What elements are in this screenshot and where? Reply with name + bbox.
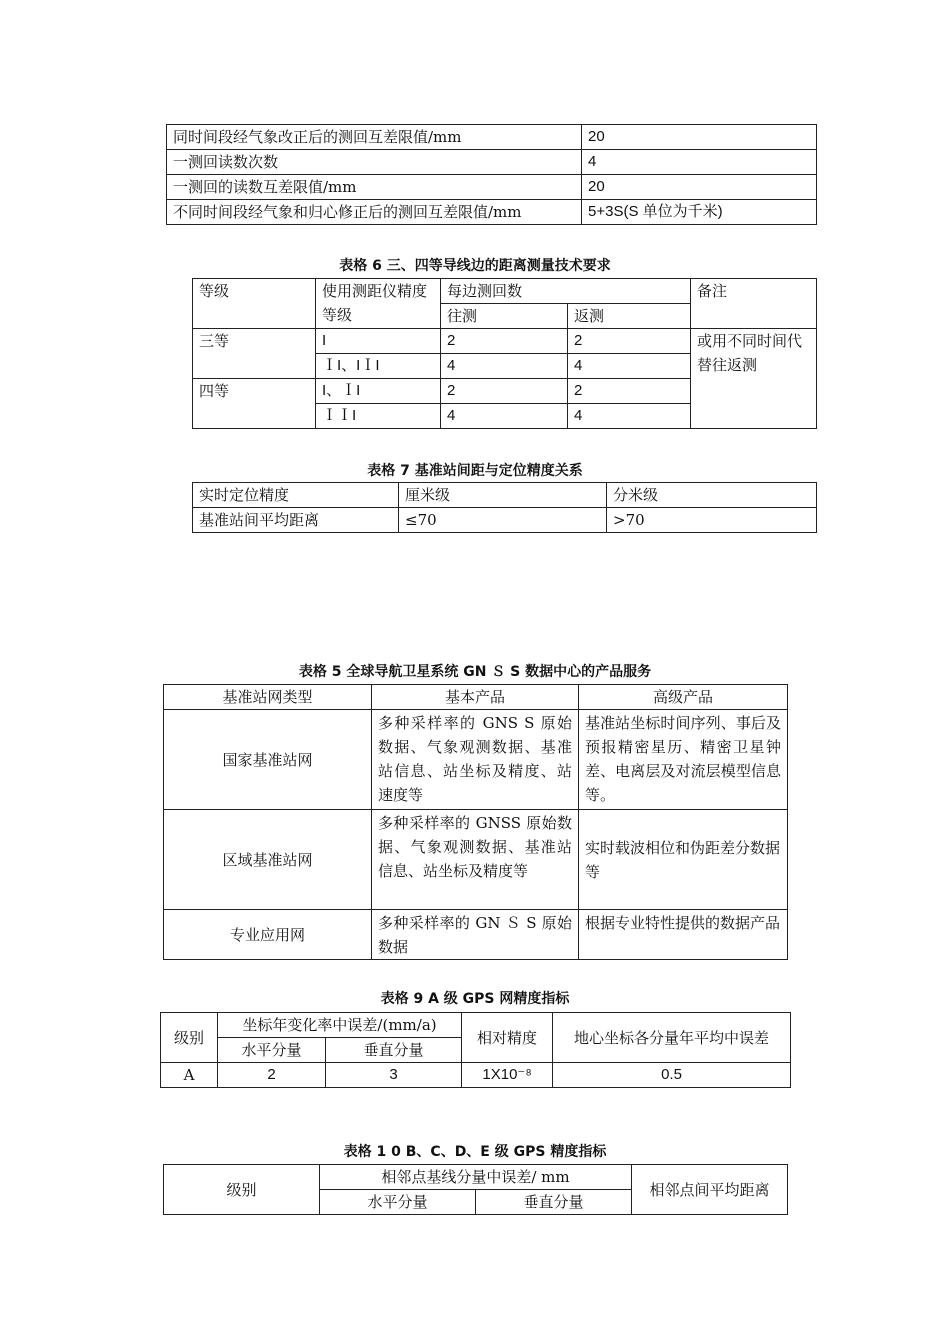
table9-caption: 表格 9 A 级 GPS 网精度指标	[380, 991, 570, 1007]
header-level: 级别	[164, 1165, 320, 1215]
table10	[163, 1164, 788, 1215]
header-note: 备注	[691, 279, 817, 329]
header-rate: 坐标年变化率中误差/(mm/a)	[218, 1013, 462, 1038]
header-baseline: 相邻点基线分量中误差/ mm	[320, 1165, 632, 1190]
forward-cell: 2	[441, 329, 568, 354]
header-dm: 分米级	[607, 483, 817, 508]
row-value: 5+3S(S 单位为千米)	[582, 200, 817, 225]
row-label: 一测回读数次数	[167, 150, 582, 175]
distance-measure-table-top	[166, 124, 817, 225]
grade-cell: 四等	[193, 379, 316, 429]
table7	[192, 482, 817, 533]
vertical-cell: 3	[326, 1063, 462, 1088]
table6	[192, 278, 817, 429]
table-row	[167, 200, 817, 225]
table-row	[164, 710, 788, 810]
grade-cell: 三等	[193, 329, 316, 379]
network-type-cell: 国家基准站网	[164, 710, 372, 810]
relative-cell: 1X10⁻⁸	[462, 1063, 553, 1088]
header-vertical: 垂直分量	[476, 1190, 632, 1215]
cm-value: ≤70	[399, 508, 607, 533]
table9	[160, 1012, 791, 1088]
advanced-product-cell: 基准站坐标时间序列、事后及预报精密星历、精密卫星钟差、电离层及对流层模型信息等。	[579, 710, 788, 810]
table-row	[167, 125, 817, 150]
back-cell: 2	[568, 329, 691, 354]
back-cell: 2	[568, 379, 691, 404]
row-label: 基准站间平均距离	[193, 508, 399, 533]
header-distance: 相邻点间平均距离	[632, 1165, 788, 1215]
row-value: 20	[582, 125, 817, 150]
table-row	[164, 810, 788, 910]
basic-product-cell: 多种采样率的 GN Ｓ S 原始数据	[372, 910, 579, 960]
header-rounds: 每边测回数	[441, 279, 691, 304]
table6-caption: 表格 6 三、四等导线边的距离测量技术要求	[339, 258, 611, 274]
table-row	[161, 1063, 791, 1088]
instrument-cell: I、ＩI	[316, 379, 441, 404]
header-grade: 等级	[193, 279, 316, 329]
table5	[163, 684, 788, 960]
header-basic-product: 基本产品	[372, 685, 579, 710]
table7-caption: 表格 7 基准站间距与定位精度关系	[367, 463, 583, 479]
table-row	[193, 329, 817, 354]
dm-value: >70	[607, 508, 817, 533]
table-row	[167, 150, 817, 175]
header-level: 级别	[161, 1013, 218, 1063]
network-type-cell: 专业应用网	[164, 910, 372, 960]
header-advanced-product: 高级产品	[579, 685, 788, 710]
horizontal-cell: 2	[218, 1063, 326, 1088]
row-value: 4	[582, 150, 817, 175]
network-type-cell: 区域基准站网	[164, 810, 372, 910]
table-row	[164, 910, 788, 960]
table-row	[193, 508, 817, 533]
header-horizontal: 水平分量	[218, 1038, 326, 1063]
header-vertical: 垂直分量	[326, 1038, 462, 1063]
advanced-product-cell: 根据专业特性提供的数据产品	[579, 910, 788, 960]
basic-product-cell: 多种采样率的 GNS S 原始数据、气象观测数据、基准站信息、站坐标及精度、站速度等	[372, 710, 579, 810]
back-cell: 4	[568, 404, 691, 429]
table-header-row	[193, 279, 817, 304]
row-label: 不同时间段经气象和归心修正后的测回互差限值/mm	[167, 200, 582, 225]
header-network-type: 基准站网类型	[164, 685, 372, 710]
level-cell: A	[161, 1063, 218, 1088]
header-geocentric: 地心坐标各分量年平均中误差	[553, 1013, 791, 1063]
header-cm: 厘米级	[399, 483, 607, 508]
row-label: 同时间段经气象改正后的测回互差限值/mm	[167, 125, 582, 150]
back-cell: 4	[568, 354, 691, 379]
header-horizontal: 水平分量	[320, 1190, 476, 1215]
advanced-product-cell: 实时载波相位和伪距差分数据等	[579, 810, 788, 910]
header-forward: 往测	[441, 304, 568, 329]
header-back: 返测	[568, 304, 691, 329]
instrument-cell: ＩI、IＩI	[316, 354, 441, 379]
table-header-row	[164, 1165, 788, 1190]
forward-cell: 4	[441, 354, 568, 379]
table5-caption: 表格 5 全球导航卫星系统 GN Ｓ S 数据中心的产品服务	[298, 664, 652, 680]
row-label: 一测回的读数互差限值/mm	[167, 175, 582, 200]
geocentric-cell: 0.5	[553, 1063, 791, 1088]
row-value: 20	[582, 175, 817, 200]
forward-cell: 4	[441, 404, 568, 429]
forward-cell: 2	[441, 379, 568, 404]
note-cell: 或用不同时间代替往返测	[691, 329, 817, 429]
table-row	[167, 175, 817, 200]
header-instrument: 使用测距仪精度等级	[316, 279, 441, 329]
table-header-row	[164, 685, 788, 710]
table10-caption: 表格 1 0 B、C、D、E 级 GPS 精度指标	[343, 1144, 607, 1160]
header-relative: 相对精度	[462, 1013, 553, 1063]
table-header-row	[193, 483, 817, 508]
table-header-row	[161, 1013, 791, 1038]
header-precision: 实时定位精度	[193, 483, 399, 508]
instrument-cell: ＩＩI	[316, 404, 441, 429]
instrument-cell: I	[316, 329, 441, 354]
basic-product-cell: 多种采样率的 GNSS 原始数据、气象观测数据、基准站信息、站坐标及精度等	[372, 810, 579, 910]
